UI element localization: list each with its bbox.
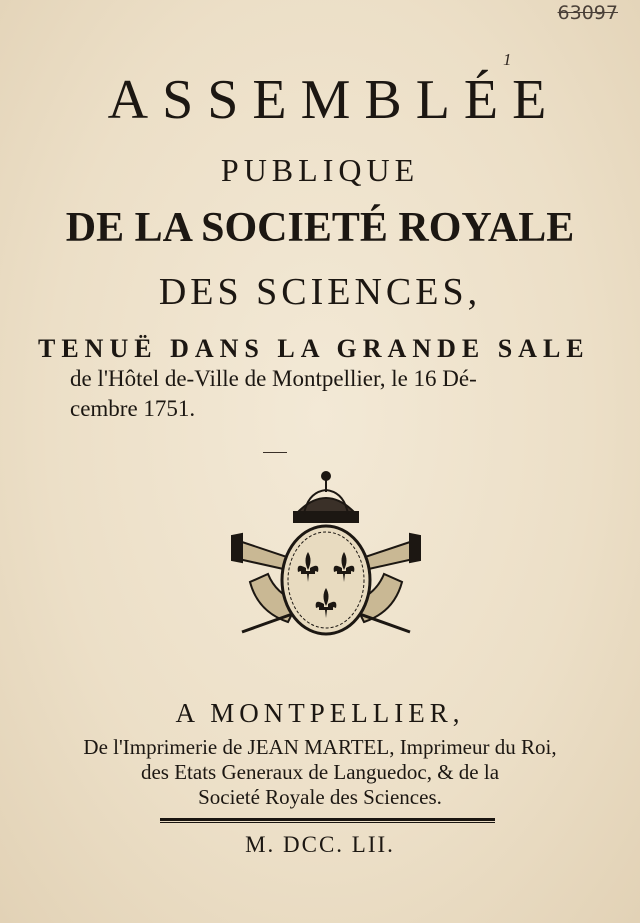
double-rule-top [160, 818, 495, 821]
subtitle-line-2: de l'Hôtel de-Ville de Montpellier, le 16 Dé- [70, 366, 477, 391]
imprint-place: A MONTPELLIER, [175, 698, 465, 728]
title-line-assemblee: ASSEMBLÉE [107, 69, 561, 131]
double-rule-bottom [160, 822, 495, 823]
royal-arms-fleur-de-lis-icon [228, 462, 424, 662]
subtitle-line-3: cembre 1751. [70, 396, 196, 421]
ornamental-dash [263, 452, 287, 457]
title-line-des-sciences: DES SCIENCES, [158, 271, 482, 313]
imprint-line-1: De l'Imprimerie de JEAN MARTEL, Imprimeur du Roi, [83, 735, 557, 759]
publication-date: M. DCC. LII. [245, 832, 395, 857]
imprint-line-2: des Etats Generaux de Languedoc, & de la [140, 760, 500, 784]
shelfmark: 63097 [557, 2, 618, 24]
title-line-publique: PUBLIQUE [220, 152, 420, 188]
title-line-societe-royale: DE LA SOCIETÉ ROYALE [65, 205, 575, 251]
imprint-line-3: Societé Royale des Sciences. [198, 785, 442, 809]
folio-number: 1 [503, 50, 512, 69]
subtitle-line-1: TENUË DANS LA GRANDE SALE [38, 334, 590, 363]
